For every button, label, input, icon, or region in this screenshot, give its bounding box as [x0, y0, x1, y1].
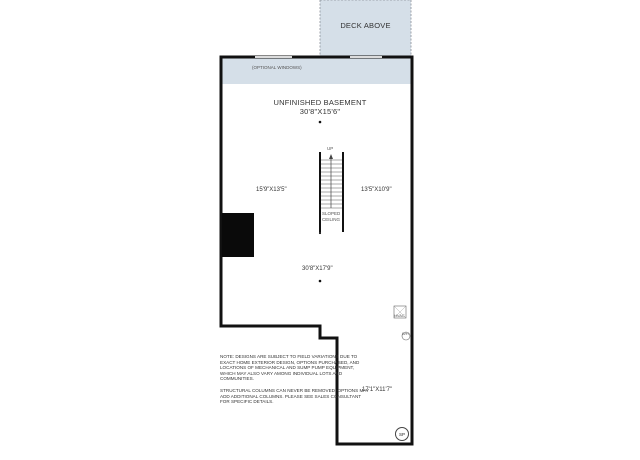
optional-windows-label: (OPTIONAL WINDOWS) [252, 65, 302, 70]
room-size-main: 30'8"X15'6" [299, 107, 341, 116]
sloped-ceiling-label-2: CEILING [322, 217, 341, 222]
optional-window-band [222, 58, 411, 84]
column-post-1 [319, 121, 322, 124]
stair-up-label: UP [327, 146, 334, 151]
column-post-3 [319, 232, 321, 234]
sump-pump-icon [395, 427, 409, 441]
column-post-2 [319, 280, 322, 283]
room-size-lower: 17'1"X11'7" [362, 387, 393, 393]
room-size-right: 13'5"X10'9" [361, 187, 392, 193]
deck-label: DECK ABOVE [340, 21, 391, 30]
chimney-block [222, 213, 254, 257]
hvac-label: HVAC [394, 313, 405, 318]
wh-label: WH [402, 331, 409, 336]
sump-pump-label: SP [398, 431, 405, 437]
stair-arrowhead [329, 154, 333, 159]
room-size-center: 30'8"X17'9" [302, 266, 333, 272]
room-size-left: 15'9"X13'5" [256, 187, 287, 193]
note-columns: STRUCTURAL COLUMNS CAN NEVER BE REMOVED. OPTIONS MAY ADD ADDITIONAL COLUMNS. PLEASE SEE SALES CONSULTANT FOR SPECIFIC DETAILS. [220, 387, 369, 405]
sloped-ceiling-label-1: SLOPED [322, 211, 341, 216]
stair-treads [321, 160, 342, 208]
room-title: UNFINISHED BASEMENT [273, 98, 367, 107]
note-variations: NOTE: DESIGNS ARE SUBJECT TO FIELD VARIATIONS DUE TO EXACT HOME EXTERIOR DESIGN, OPTIONS PURCHASED, AND LOCATIONS OF MECHANICAL AND SUMP PUMP EQUIPMENT, WHICH MAY ALSO VARY AMONG INDIVIDUAL LOTS AND COMMUNITIES. [220, 354, 360, 382]
plan-notes [220, 354, 370, 411]
